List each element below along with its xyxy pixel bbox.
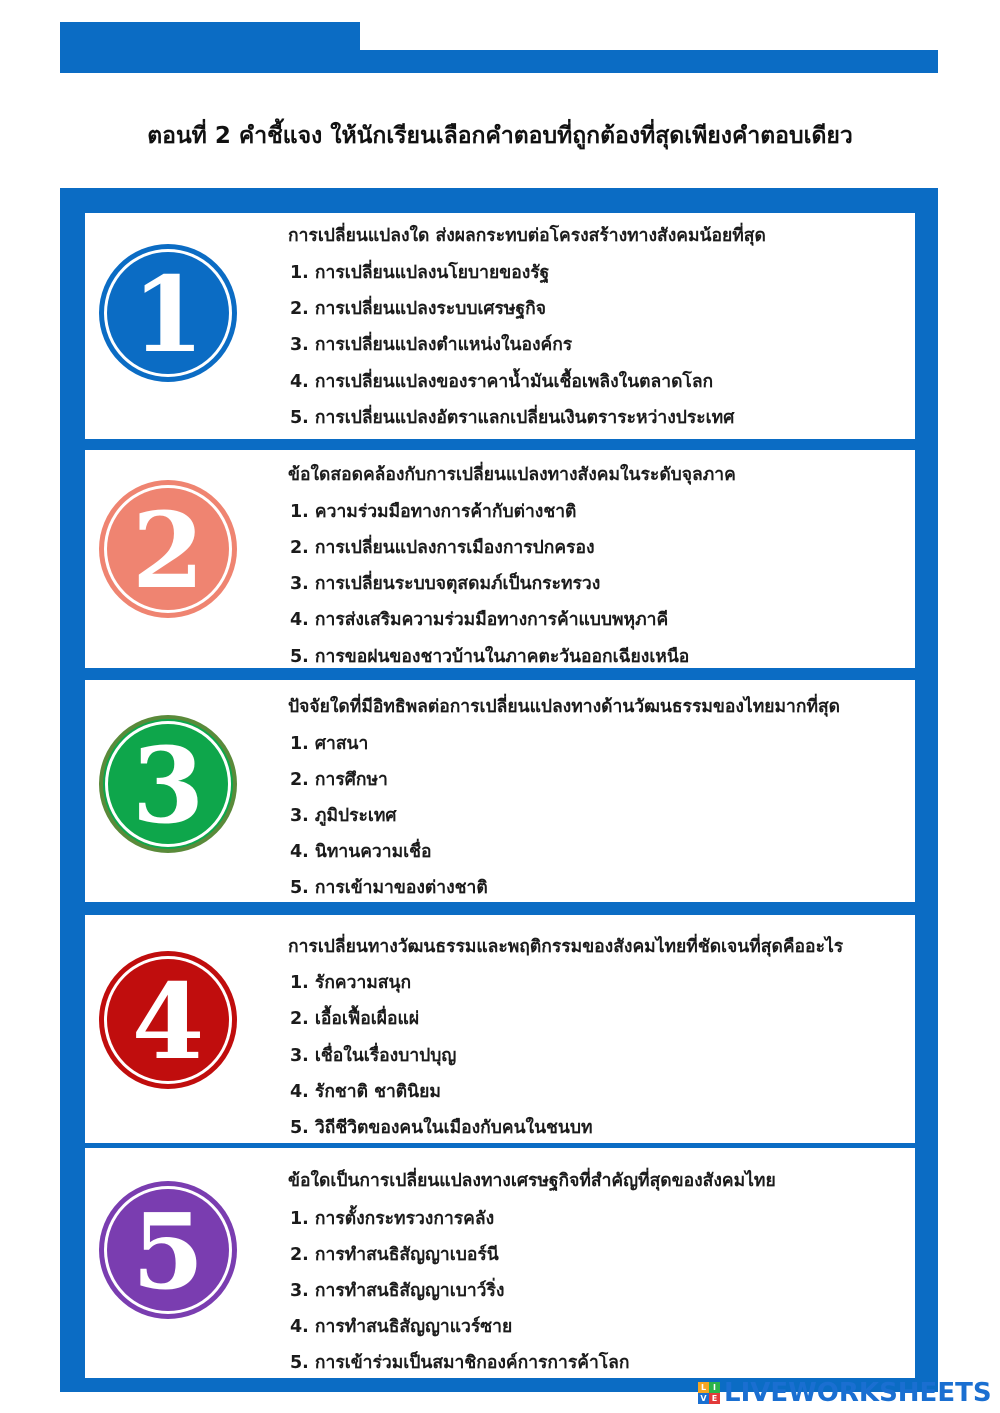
question-title-2: ข้อใดสอดคล้องกับการเปลี่ยนแปลงทางสังคมในระดับจุลภาค: [288, 465, 736, 485]
option-5-5[interactable]: 5. การเข้าร่วมเป็นสมาชิกองค์การการค้าโลก: [290, 1353, 630, 1373]
option-3-2[interactable]: 2. การศึกษา: [290, 770, 388, 790]
option-2-1[interactable]: 1. ความร่วมมือทางการค้ากับต่างชาติ: [290, 502, 577, 522]
option-1-4[interactable]: 4. การเปลี่ยนแปลงของราคาน้ำมันเชื้อเพลิงในตลาดโลก: [290, 372, 714, 392]
option-4-3[interactable]: 3. เชื่อในเรื่องบาปบุญ: [290, 1046, 457, 1066]
badge-number-1: 1: [131, 253, 205, 376]
option-3-1[interactable]: 1. ศาสนา: [290, 734, 369, 754]
liveworksheets-watermark[interactable]: [698, 1378, 992, 1408]
badge-number-3: 3: [131, 724, 205, 847]
option-4-1[interactable]: 1. รักความสนุก: [290, 973, 412, 993]
option-5-4[interactable]: 4. การทำสนธิสัญญาแวร์ซาย: [290, 1317, 513, 1337]
number-badge-3: [98, 714, 238, 854]
logo-letter-i: I: [709, 1382, 720, 1393]
question-title-3: ปัจจัยใดที่มีอิทธิพลต่อการเปลี่ยนแปลงทางด้านวัฒนธรรมของไทยมากที่สุด: [288, 697, 841, 717]
option-1-1[interactable]: 1. การเปลี่ยนแปลงนโยบายของรัฐ: [290, 263, 550, 283]
option-4-5[interactable]: 5. วิถีชีวิตของคนในเมืองกับคนในชนบท: [290, 1118, 593, 1138]
option-4-2[interactable]: 2. เอื้อเฟื้อเผื่อแผ่: [290, 1009, 420, 1029]
option-4-4[interactable]: 4. รักชาติ ชาตินิยม: [290, 1082, 441, 1102]
number-badge-1: [98, 243, 238, 383]
option-2-3[interactable]: 3. การเปลี่ยนระบบจตุสดมภ์เป็นกระทรวง: [290, 574, 601, 594]
option-2-2[interactable]: 2. การเปลี่ยนแปลงการเมืองการปกครอง: [290, 538, 595, 558]
brand-text: LIVEWORKSHEETS: [724, 1378, 992, 1408]
option-3-5[interactable]: 5. การเข้ามาของต่างชาติ: [290, 878, 488, 898]
option-3-3[interactable]: 3. ภูมิประเทศ: [290, 806, 397, 826]
liveworksheets-logo-icon: [698, 1382, 720, 1404]
question-title-1: การเปลี่ยนแปลงใด ส่งผลกระทบต่อโครงสร้างทางสังคมน้อยที่สุด: [288, 226, 766, 246]
option-5-3[interactable]: 3. การทำสนธิสัญญาเบาว์ริ่ง: [290, 1281, 505, 1301]
badge-number-5: 5: [131, 1190, 205, 1313]
number-badge-2: [98, 479, 238, 619]
badge-number-4: 4: [131, 960, 205, 1083]
option-3-4[interactable]: 4. นิทานความเชื่อ: [290, 842, 432, 862]
logo-letter-e: E: [709, 1393, 720, 1404]
logo-letter-v: V: [698, 1393, 709, 1404]
option-1-2[interactable]: 2. การเปลี่ยนแปลงระบบเศรษฐกิจ: [290, 299, 546, 319]
logo-letter-l: L: [698, 1382, 709, 1393]
option-5-1[interactable]: 1. การตั้งกระทรวงการคลัง: [290, 1209, 495, 1229]
number-badge-4: [98, 950, 238, 1090]
question-title-5: ข้อใดเป็นการเปลี่ยนแปลงทางเศรษฐกิจที่สำคัญที่สุดของสังคมไทย: [288, 1171, 776, 1191]
option-1-3[interactable]: 3. การเปลี่ยนแปลงตำแหน่งในองค์กร: [290, 335, 573, 355]
badge-number-2: 2: [131, 489, 205, 612]
number-badge-5: [98, 1180, 238, 1320]
header-bar-accent: [60, 22, 360, 73]
option-2-5[interactable]: 5. การขอฝนของชาวบ้านในภาคตะวันออกเฉียงเหนือ: [290, 647, 690, 667]
option-1-5[interactable]: 5. การเปลี่ยนแปลงอัตราแลกเปลี่ยนเงินตราระหว่างประเทศ: [290, 408, 735, 428]
option-2-4[interactable]: 4. การส่งเสริมความร่วมมือทางการค้าแบบพหุภาคี: [290, 610, 669, 630]
instruction-heading: ตอนที่ 2 คำชี้แจง ให้นักเรียนเลือกคำตอบที่ถูกต้องที่สุดเพียงคำตอบเดียว: [147, 123, 853, 149]
question-title-4: การเปลี่ยนทางวัฒนธรรมและพฤติกรรมของสังคมไทยที่ชัดเจนที่สุดคืออะไร: [288, 937, 844, 957]
option-5-2[interactable]: 2. การทำสนธิสัญญาเบอร์นี: [290, 1245, 499, 1265]
